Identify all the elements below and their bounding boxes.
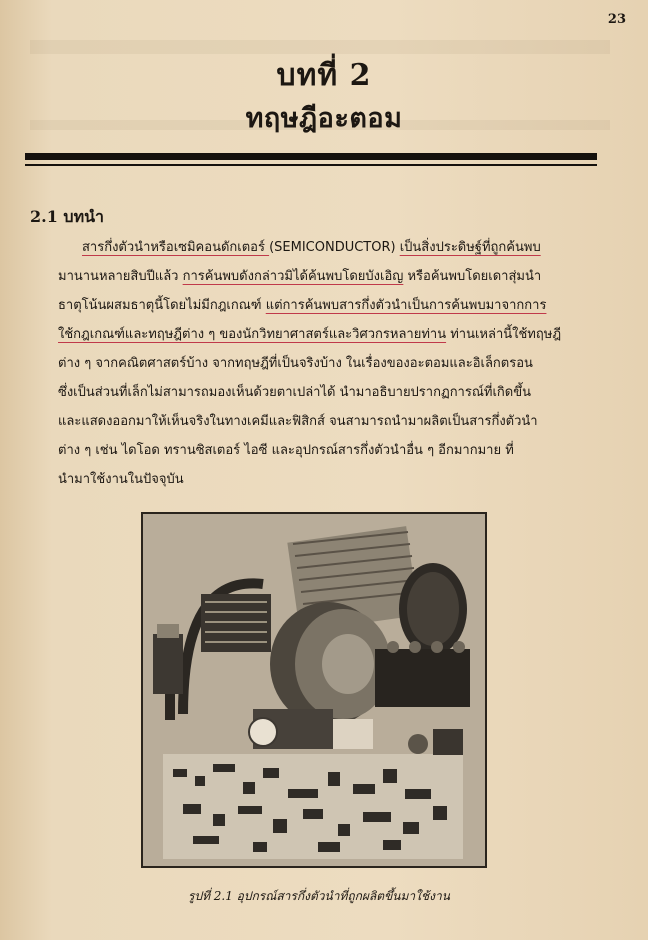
underlined-text: เป็นสิ่งประดิษฐ์ที่ถูกค้นพบ: [399, 240, 541, 255]
paragraph-line: [58, 465, 614, 494]
paragraph-line: [58, 349, 614, 378]
text-segment: หรือค้นพบโดยเดาสุ่มนำ: [403, 269, 542, 284]
text-segment: ท่านเหล่านี้ใช้ทฤษฎี: [446, 327, 562, 342]
intro-paragraph: [58, 233, 614, 494]
paragraph-line: [58, 436, 614, 465]
semiconductor-devices-illustration: [143, 514, 485, 866]
paragraph-line: [58, 291, 614, 320]
text-segment: ธาตุโน้นผสมธาตุนี้โดยไม่มีกฎเกณฑ์: [58, 298, 266, 313]
text-segment: ต่าง ๆ จากคณิตศาสตร์บ้าง จากทฤษฎีที่เป็นจริงบ้าง ในเรื่องของอะตอมและอิเล็กตรอน: [58, 356, 533, 371]
chapter-rule-thin: [25, 164, 597, 166]
text-segment: นำมาใช้งานในปัจจุบัน: [58, 472, 184, 487]
paragraph-line: [58, 233, 614, 262]
figure-caption: รูปที่ 2.1 อุปกรณ์สารกึ่งตัวนำที่ถูกผลิตขึ้นมาใช้งาน: [188, 889, 450, 903]
paragraph-line: [58, 407, 614, 436]
chapter-number: บทที่ 2: [276, 58, 372, 93]
underlined-text: สารกึ่งตัวนำหรือเซมิคอนดักเตอร์: [82, 240, 270, 255]
underlined-text: ใช้กฎเกณฑ์และทฤษฎีต่าง ๆ ของนักวิทยาศาสตร์และวิศวกรหลายท่าน: [58, 327, 447, 342]
text-segment: ซึ่งเป็นส่วนที่เล็กไม่สามารถมองเห็นด้วยตาเปล่าได้ นำมาอธิบายปรากฏการณ์ที่เกิดขึ้น: [58, 385, 532, 400]
paragraph-line: [58, 378, 614, 407]
chapter-rule-thick: [25, 153, 597, 160]
text-segment: (SEMICONDUCTOR): [269, 240, 400, 255]
paragraph-line: [58, 320, 614, 349]
chapter-title: ทฤษฎีอะตอม: [245, 103, 403, 134]
text-segment: ต่าง ๆ เช่น ไดโอด ทรานซิสเตอร์ ไอซี และอุปกรณ์สารกึ่งตัวนำอื่น ๆ อีกมากมาย ที่: [58, 443, 514, 458]
paragraph-line: [58, 262, 614, 291]
figure-photo: [141, 512, 487, 868]
underlined-text: แต่การค้นพบสารกึ่งตัวนำเป็นการค้นพบมาจากการ: [265, 298, 547, 313]
page-number: 23: [607, 12, 626, 27]
text-segment: และแสดงออกมาให้เห็นจริงในทางเคมีและฟิสิกส์ จนสามารถนำมาผลิตเป็นสารกึ่งตัวนำ: [58, 414, 538, 429]
section-heading: 2.1 บทนำ: [30, 207, 105, 226]
text-segment: มานานหลายสิบปีแล้ว: [58, 269, 183, 284]
underlined-text: การค้นพบดังกล่าวมิได้ค้นพบโดยบังเอิญ: [182, 269, 404, 284]
